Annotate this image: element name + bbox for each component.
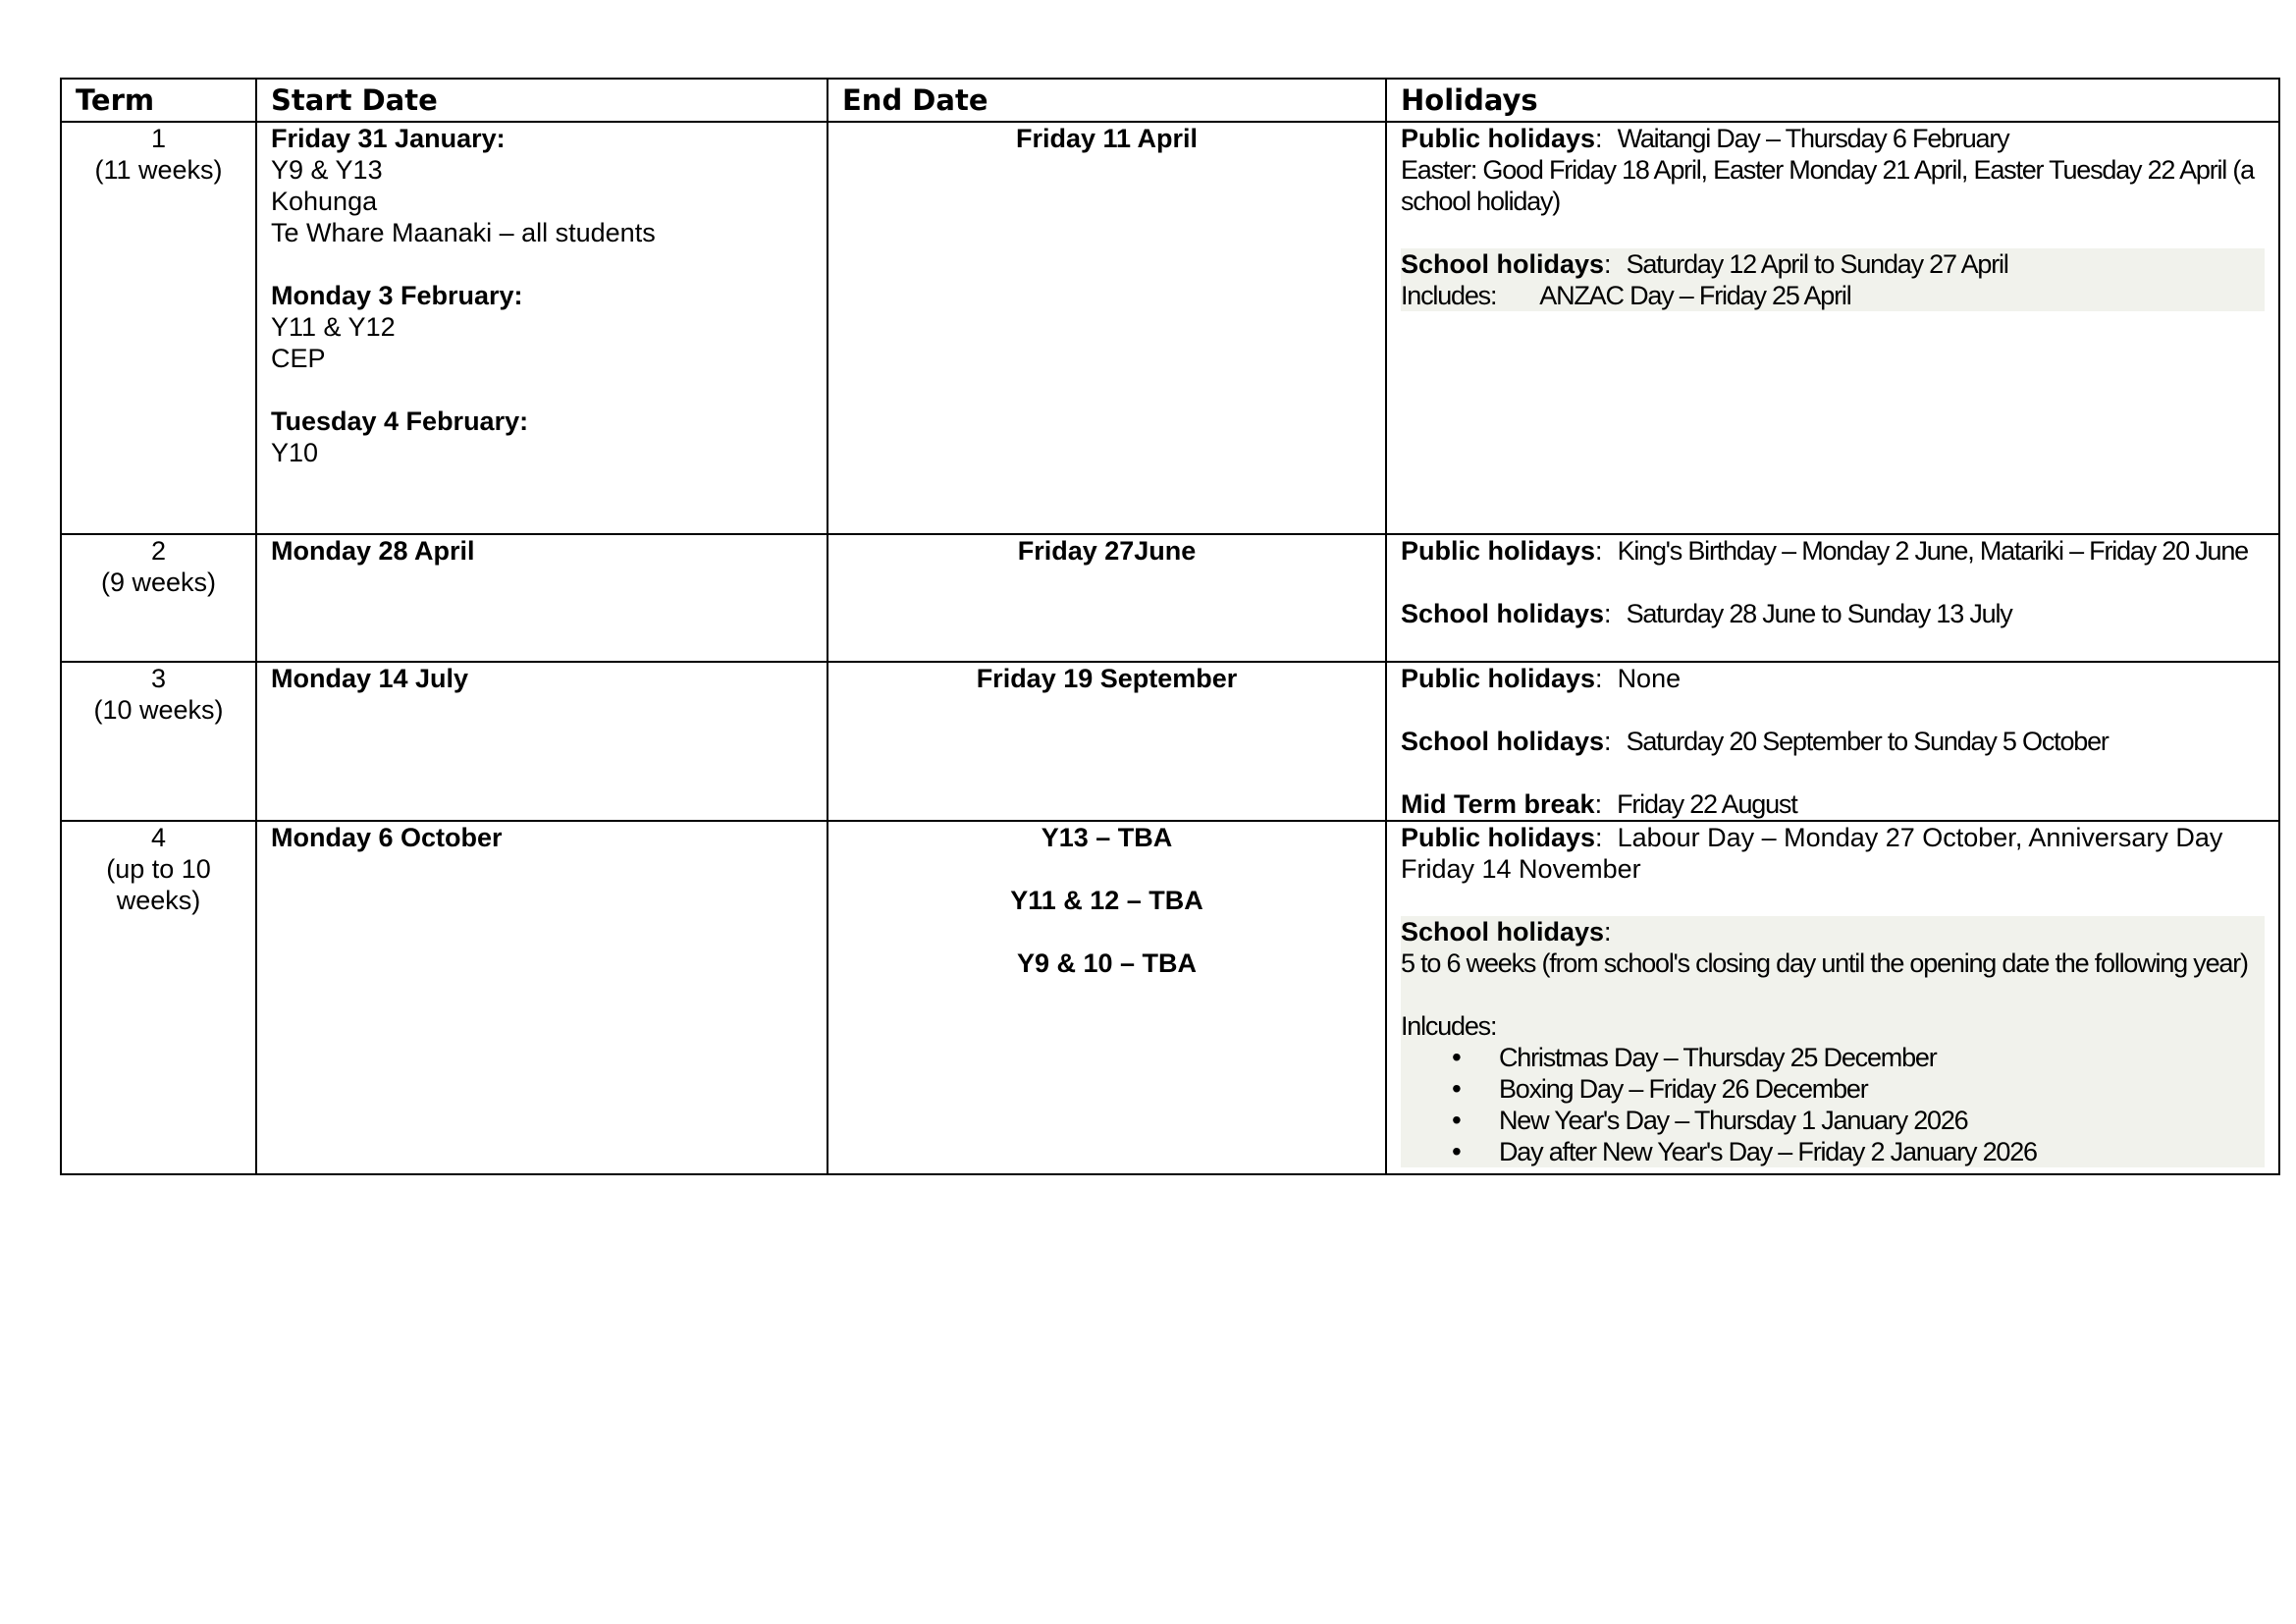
- holidays-cell: Public holidays: King's Birthday – Monday 2 June, Matariki – Friday 20 June School holidays: Saturday 28 June to Sunday 13 July: [1386, 534, 2279, 662]
- start-group-line: Y10: [271, 438, 319, 467]
- end-date-line: Y13 – TBA: [1041, 823, 1173, 852]
- includes-label: Inlcudes:: [1401, 1011, 1497, 1041]
- end-date-cell: Friday 19 September: [828, 662, 1386, 821]
- header-end-date: End Date: [828, 79, 1386, 122]
- list-item: • Day after New Year's Day – Friday 2 January 2026: [1401, 1136, 2265, 1167]
- header-holidays: Holidays: [1386, 79, 2279, 122]
- public-holidays-value: None: [1617, 664, 1682, 693]
- includes-list: [1401, 1042, 2265, 1167]
- term-cell: [61, 122, 256, 534]
- list-item: • Boxing Day – Friday 26 December: [1401, 1073, 2265, 1105]
- term-cell: [61, 534, 256, 662]
- end-date-line: Y9 & 10 – TBA: [1016, 948, 1198, 978]
- public-holidays-label: Public holidays: [1401, 124, 1596, 153]
- includes-value: ANZAC Day – Friday 25 April: [1539, 281, 1851, 310]
- start-date-cell: Monday 14 July: [256, 662, 828, 821]
- public-holidays-label: Public holidays: [1401, 536, 1596, 566]
- term-weeks: (10 weeks): [93, 695, 224, 725]
- end-date-cell: Friday 27June: [828, 534, 1386, 662]
- school-holidays-label: School holidays: [1401, 249, 1605, 279]
- holidays-cell: Public holidays: Labour Day – Monday 27 October, Anniversary Day Friday 14 November School holidays: 5 to 6 weeks (from school's closing day until the opening date the following year) Inlcudes: • Christmas Day – Thursday 25 December • Boxing Day – Friday 26 December • New Year's Day – Thursday 1 January 2026 • Day after New Year's Day – Friday 2 January 2026: [1386, 821, 2279, 1174]
- end-date-cell: [828, 821, 1386, 1174]
- table-row: [61, 821, 2279, 1174]
- start-date-cell: Monday 6 October: [256, 821, 828, 1174]
- header-start-date: Start Date: [256, 79, 828, 122]
- list-item: • Christmas Day – Thursday 25 December: [1401, 1042, 2265, 1073]
- table-row: [61, 534, 2279, 662]
- term-weeks: (11 weeks): [94, 155, 223, 185]
- start-date-cell: Monday 28 April: [256, 534, 828, 662]
- school-holidays-block: School holidays: 5 to 6 weeks (from school's closing day until the opening date the following year) Inlcudes: • Christmas Day – Thursday 25 December • Boxing Day – Friday 26 December • New Year's Day – Thursday 1 January 2026 • Day after New Year's Day – Friday 2 January 2026: [1401, 916, 2265, 1167]
- start-group-heading: Monday 3 February:: [271, 281, 523, 310]
- start-group-line: Y11 & Y12: [271, 312, 396, 342]
- term-number: 1: [150, 124, 167, 153]
- public-holidays-value: Waitangi Day – Thursday 6 February: [1617, 124, 2009, 153]
- easter-holidays: Easter: Good Friday 18 April, Easter Monday 21 April, Easter Tuesday 22 April (a school holiday): [1401, 155, 2254, 216]
- term-cell: [61, 821, 256, 1174]
- school-holidays-block: School holidays: Saturday 12 April to Sunday 27 April Includes: ANZAC Day – Friday 25 April: [1401, 248, 2265, 311]
- term-number: 4: [150, 823, 167, 852]
- school-holidays-label: School holidays: [1401, 917, 1605, 947]
- holidays-cell: Public holidays: Waitangi Day – Thursday 6 February Easter: Good Friday 18 April, Easter Monday 21 April, Easter Tuesday 22 April (a school holiday) School holidays: Saturday 12 April to Sunday 27 April Includes: ANZAC Day – Friday 25 April: [1386, 122, 2279, 534]
- school-holidays-value: Saturday 20 September to Sunday 5 October: [1626, 727, 2109, 756]
- public-holidays-label: Public holidays: [1401, 664, 1596, 693]
- start-group-heading: Friday 31 January:: [271, 124, 506, 153]
- public-holidays-value: King's Birthday – Monday 2 June, Matariki – Friday 20 June: [1617, 536, 2248, 566]
- start-group-line: Y9 & Y13: [271, 155, 383, 185]
- start-date-cell: [256, 122, 828, 534]
- header-term: Term: [61, 79, 256, 122]
- end-date-cell: Friday 11 April: [828, 122, 1386, 534]
- holidays-cell: Public holidays: None School holidays: Saturday 20 September to Sunday 5 October Mid Term break: Friday 22 August: [1386, 662, 2279, 821]
- school-holidays-label: School holidays: [1401, 599, 1605, 628]
- public-holidays-value: Labour Day – Monday 27 October, Anniversary Day Friday 14 November: [1401, 823, 2223, 884]
- start-group-line: Te Whare Maanaki – all students: [271, 218, 656, 247]
- term-number: 3: [150, 664, 167, 693]
- includes-label: Includes:: [1401, 281, 1497, 310]
- start-group-line: CEP: [271, 344, 326, 373]
- term-dates-table: [60, 78, 2280, 1175]
- end-date-line: Y11 & 12 – TBA: [1010, 886, 1203, 915]
- mid-term-break-label: Mid Term break: [1401, 789, 1595, 819]
- school-holidays-value: 5 to 6 weeks (from school's closing day until the opening date the following year): [1401, 948, 2248, 978]
- table-header-row: [61, 79, 2279, 122]
- table-row: [61, 662, 2279, 821]
- start-group-line: Kohunga: [271, 187, 378, 216]
- table-row: [61, 122, 2279, 534]
- school-holidays-value: Saturday 12 April to Sunday 27 April: [1626, 249, 2008, 279]
- term-number: 2: [150, 536, 167, 566]
- start-group-heading: Tuesday 4 February:: [271, 406, 529, 436]
- public-holidays-label: Public holidays: [1401, 823, 1596, 852]
- term-cell: [61, 662, 256, 821]
- school-holidays-value: Saturday 28 June to Sunday 13 July: [1626, 599, 2012, 628]
- school-holidays-label: School holidays: [1401, 727, 1605, 756]
- term-weeks: (up to 10 weeks): [106, 854, 211, 915]
- list-item: • New Year's Day – Thursday 1 January 2026: [1401, 1105, 2265, 1136]
- term-weeks: (9 weeks): [100, 568, 217, 597]
- mid-term-break-value: Friday 22 August: [1617, 789, 1797, 819]
